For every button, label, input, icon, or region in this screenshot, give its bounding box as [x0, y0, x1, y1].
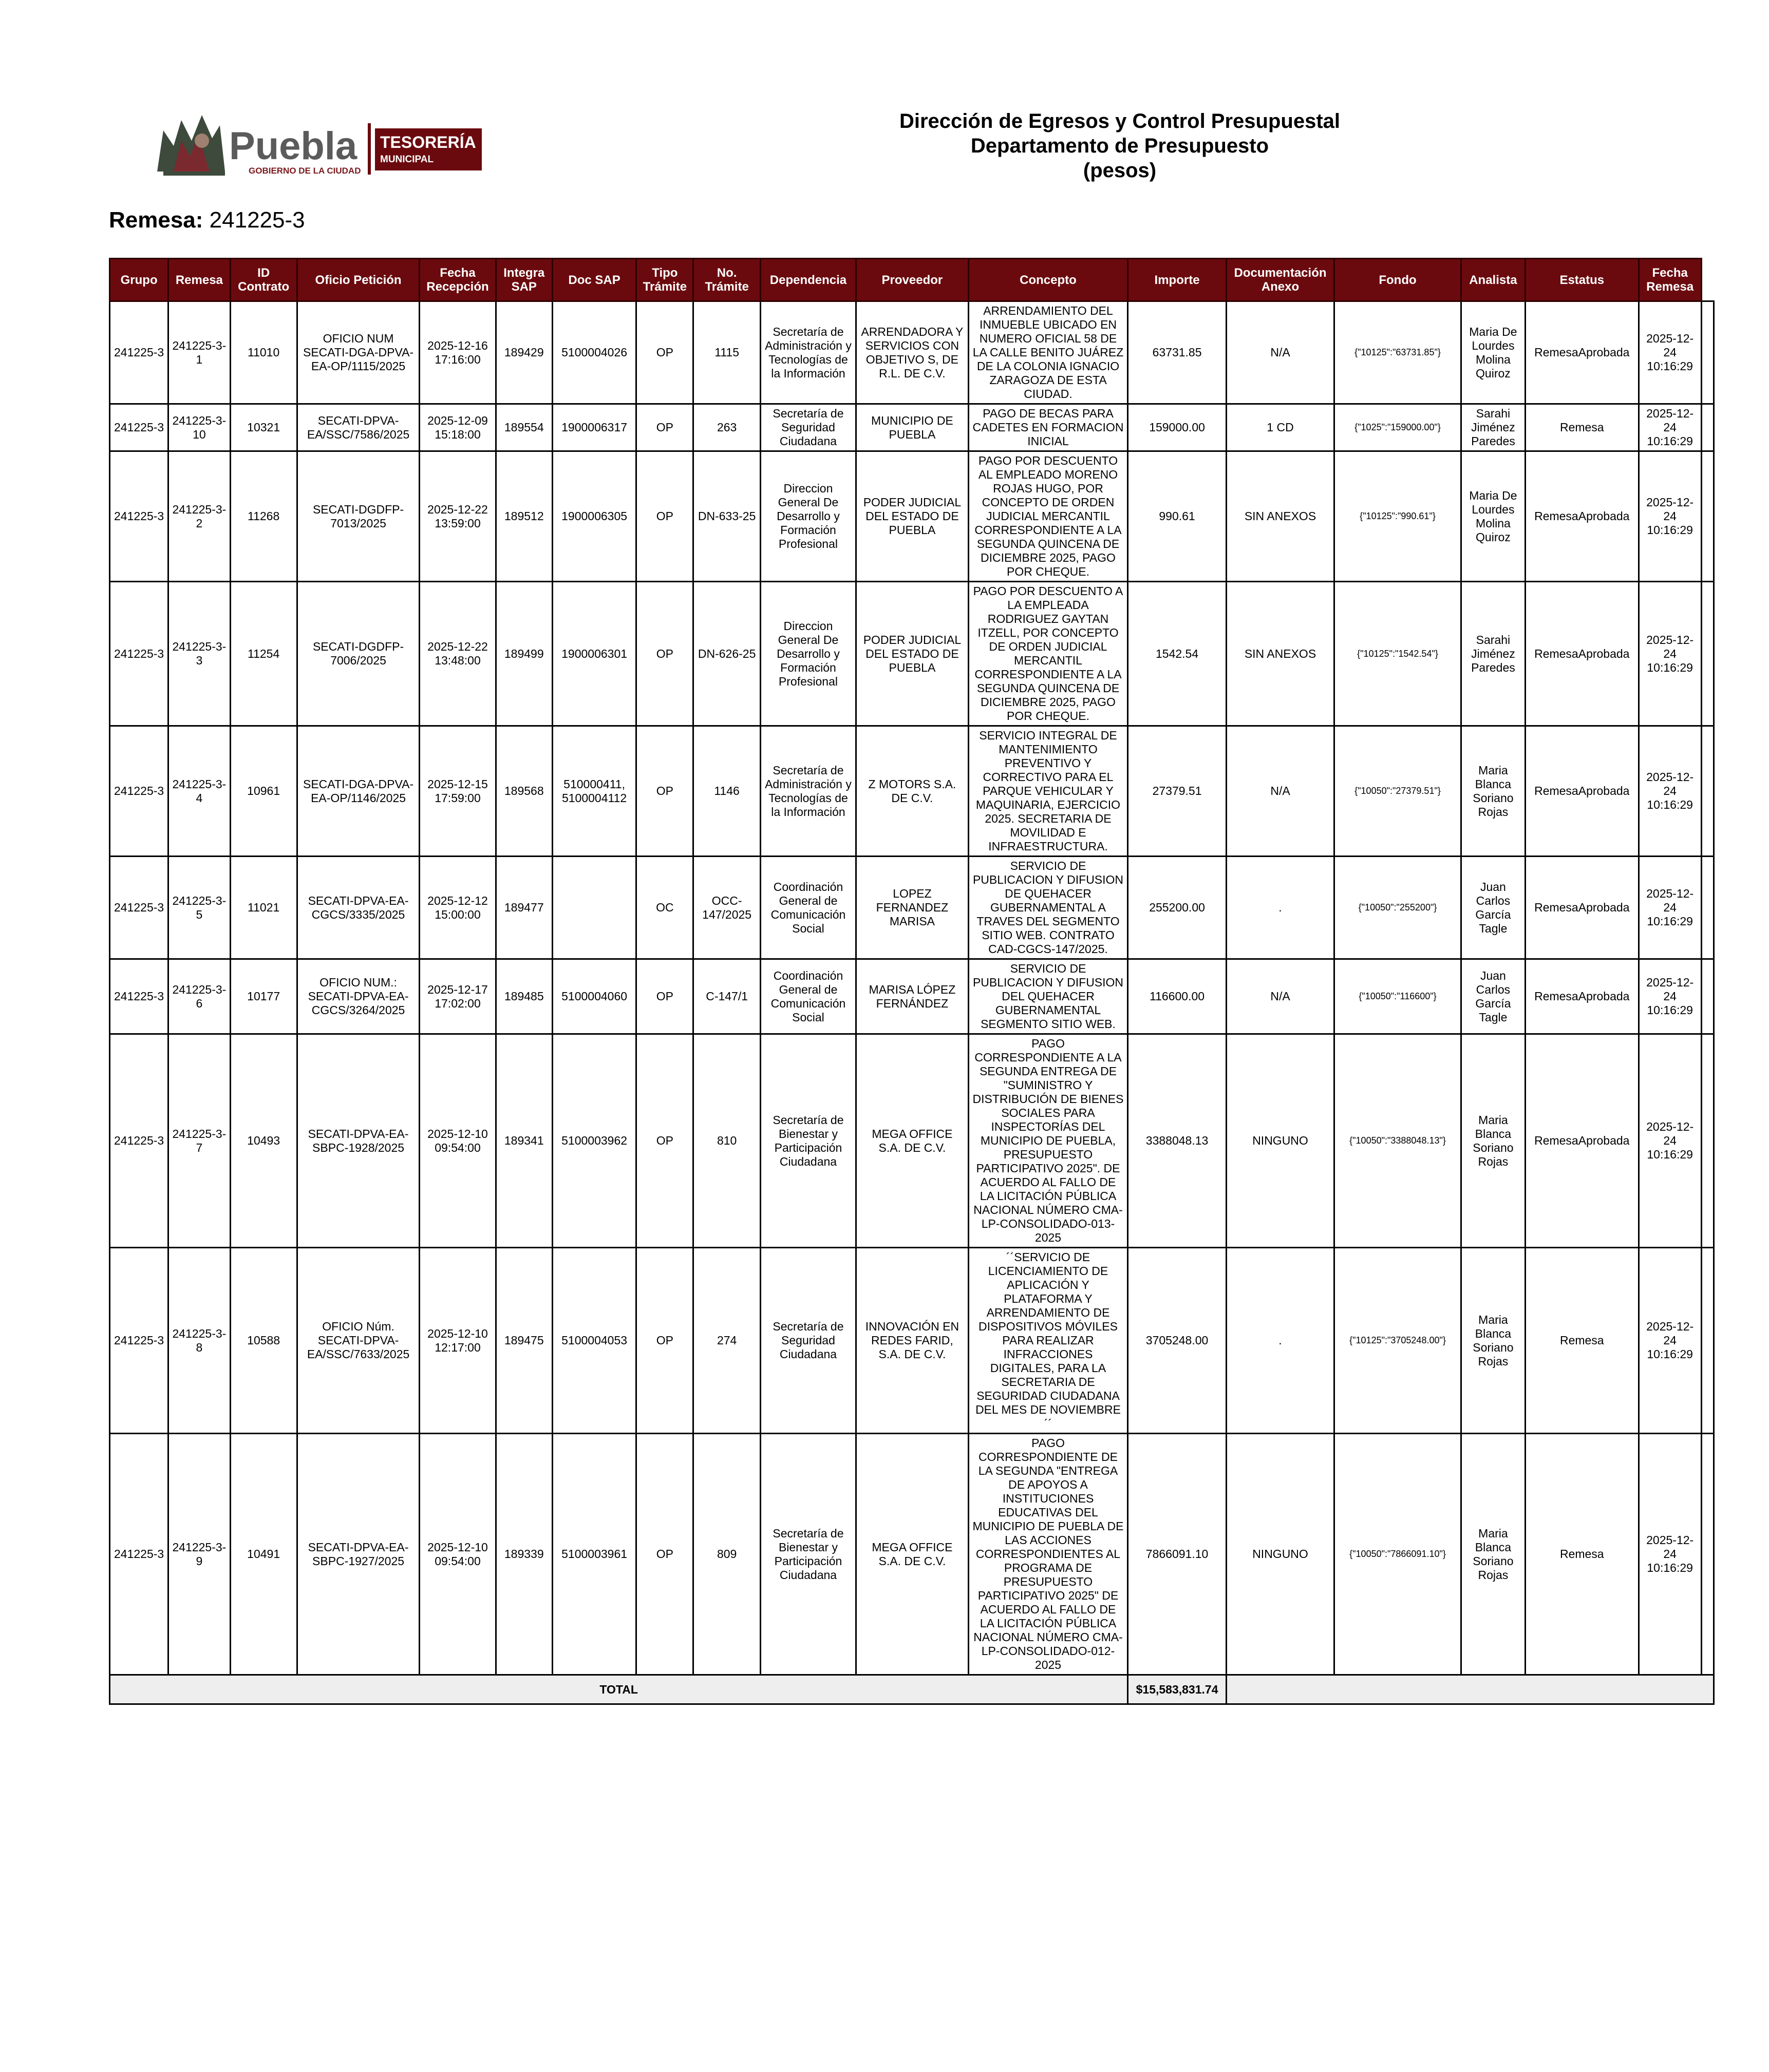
cell-grupo: 241225-3: [110, 451, 168, 582]
cell-estatus: Remesa: [1526, 1248, 1639, 1434]
cell-oficio-peticion: SECATI-DPVA-EA-SBPC-1928/2025: [297, 1034, 420, 1248]
cell-id-contrato: 10493: [230, 1034, 297, 1248]
cell-fecha-recepcion: 2025-12-12 15:00:00: [420, 857, 496, 959]
cell-fecha-remesa: 2025-12-24 10:16:29: [1639, 1248, 1701, 1434]
table-row: [110, 857, 1714, 959]
cell-documentacion-anexo: SIN ANEXOS: [1226, 451, 1334, 582]
cell-doc-sap: 5100004060: [552, 959, 636, 1034]
cell-estatus: RemesaAprobada: [1526, 582, 1639, 726]
cell-doc-sap: 1900006317: [552, 404, 636, 451]
cell-importe: 3388048.13: [1128, 1034, 1226, 1248]
row-edge-cell: [1701, 301, 1714, 404]
cell-analista: Maria Blanca Soriano Rojas: [1461, 1034, 1525, 1248]
cell-proveedor: PODER JUDICIAL DEL ESTADO DE PUEBLA: [856, 451, 968, 582]
logo-emblem-icon: [157, 115, 225, 176]
cell-id-contrato: 10321: [230, 404, 297, 451]
cell-estatus: RemesaAprobada: [1526, 857, 1639, 959]
cell-fecha-recepcion: 2025-12-10 12:17:00: [420, 1248, 496, 1434]
cell-doc-sap: 5100003962: [552, 1034, 636, 1248]
row-edge-cell: [1701, 582, 1714, 726]
cell-concepto: SERVICIO DE PUBLICACION Y DIFUSION DEL QUEHACER GUBERNAMENTAL SEGMENTO SITIO WEB.: [968, 959, 1128, 1034]
cell-grupo: 241225-3: [110, 404, 168, 451]
column-header-doc-sap: Doc SAP: [552, 259, 636, 301]
cell-tipo-tramite: OC: [636, 857, 693, 959]
total-label: TOTAL: [110, 1675, 1128, 1704]
cell-id-contrato: 10177: [230, 959, 297, 1034]
cell-analista: Juan Carlos García Tagle: [1461, 959, 1525, 1034]
cell-integra-sap: 189477: [496, 857, 552, 959]
cell-concepto: ´´SERVICIO DE LICENCIAMIENTO DE APLICACIÓN Y PLATAFORMA Y ARRENDAMIENTO DE DISPOSITIVOS MÓVILES PARA REALIZAR INFRACCIONES DIGITALES, PARA LA SECRETARIA DE SEGURIDAD CIUDADANA DEL MES DE NOVIEMBRE´´: [968, 1248, 1128, 1434]
remesa-label: Remesa:: [109, 207, 203, 233]
column-header-proveedor: Proveedor: [856, 259, 968, 301]
cell-fecha-recepcion: 2025-12-22 13:48:00: [420, 582, 496, 726]
cell-dependencia: Direccion General De Desarrollo y Formación Profesional: [760, 451, 856, 582]
cell-doc-sap: 5100003961: [552, 1434, 636, 1675]
cell-oficio-peticion: OFICIO NUM.: SECATI-DPVA-EA-CGCS/3264/2025: [297, 959, 420, 1034]
cell-doc-sap: [552, 857, 636, 959]
cell-analista: Maria De Lourdes Molina Quiroz: [1461, 451, 1525, 582]
cell-estatus: RemesaAprobada: [1526, 726, 1639, 857]
cell-id-contrato: 11268: [230, 451, 297, 582]
column-header-dependencia: Dependencia: [760, 259, 856, 301]
cell-estatus: RemesaAprobada: [1526, 451, 1639, 582]
cell-fecha-remesa: 2025-12-24 10:16:29: [1639, 1034, 1701, 1248]
cell-analista: Maria Blanca Soriano Rojas: [1461, 1248, 1525, 1434]
table-row: [110, 451, 1714, 582]
cell-id-contrato: 11254: [230, 582, 297, 726]
cell-concepto: PAGO DE BECAS PARA CADETES EN FORMACION INICIAL: [968, 404, 1128, 451]
cell-fecha-remesa: 2025-12-24 10:16:29: [1639, 1434, 1701, 1675]
column-header-integra-sap: Integra SAP: [496, 259, 552, 301]
cell-no-tramite: DN-626-25: [693, 582, 760, 726]
cell-dependencia: Secretaría de Bienestar y Participación Ciudadana: [760, 1434, 856, 1675]
cell-no-tramite: 1146: [693, 726, 760, 857]
cell-documentacion-anexo: 1 CD: [1226, 404, 1334, 451]
cell-fondo: {"10050":"27379.51"}: [1334, 726, 1461, 857]
cell-estatus: RemesaAprobada: [1526, 959, 1639, 1034]
cell-tipo-tramite: OP: [636, 582, 693, 726]
cell-concepto: PAGO CORRESPONDIENTE DE LA SEGUNDA "ENTREGA DE APOYOS A INSTITUCIONES EDUCATIVAS DEL MUNICIPIO DE PUEBLA DE LAS ACCIONES CORRESPONDIENTES AL PROGRAMA DE PRESUPUESTO PARTICIPATIVO 2025" DE ACUERDO AL FALLO DE LA LICITACIÓN PÚBLICA NACIONAL NÚMERO CMA-LP-CONSOLIDADO-012-2025: [968, 1434, 1128, 1675]
cell-fecha-remesa: 2025-12-24 10:16:29: [1639, 857, 1701, 959]
row-edge-cell: [1701, 451, 1714, 582]
cell-no-tramite: 809: [693, 1434, 760, 1675]
report-title-line1: Dirección de Egresos y Control Presupuestal: [899, 110, 1341, 132]
cell-analista: Sarahi Jiménez Paredes: [1461, 582, 1525, 726]
cell-dependencia: Secretaría de Administración y Tecnologías de la Información: [760, 301, 856, 404]
cell-fecha-recepcion: 2025-12-15 17:59:00: [420, 726, 496, 857]
cell-doc-sap: 5100004053: [552, 1248, 636, 1434]
cell-proveedor: ARRENDADORA Y SERVICIOS CON OBJETIVO S, DE R.L. DE C.V.: [856, 301, 968, 404]
cell-grupo: 241225-3: [110, 959, 168, 1034]
row-edge-cell: [1701, 959, 1714, 1034]
cell-importe: 255200.00: [1128, 857, 1226, 959]
row-edge-cell: [1701, 1034, 1714, 1248]
cell-remesa: 241225-3-10: [168, 404, 230, 451]
cell-documentacion-anexo: N/A: [1226, 726, 1334, 857]
cell-grupo: 241225-3: [110, 1434, 168, 1675]
report-title-line2: Departamento de Presupuesto: [970, 135, 1269, 157]
cell-id-contrato: 10491: [230, 1434, 297, 1675]
cell-id-contrato: 11010: [230, 301, 297, 404]
column-header-fecha-remesa: Fecha Remesa: [1639, 259, 1701, 301]
cell-grupo: 241225-3: [110, 726, 168, 857]
cell-documentacion-anexo: N/A: [1226, 959, 1334, 1034]
cell-no-tramite: DN-633-25: [693, 451, 760, 582]
total-blank: [1226, 1675, 1714, 1704]
cell-documentacion-anexo: NINGUNO: [1226, 1034, 1334, 1248]
cell-documentacion-anexo: SIN ANEXOS: [1226, 582, 1334, 726]
cell-fecha-remesa: 2025-12-24 10:16:29: [1639, 404, 1701, 451]
cell-grupo: 241225-3: [110, 1034, 168, 1248]
cell-proveedor: MUNICIPIO DE PUEBLA: [856, 404, 968, 451]
column-header-grupo: Grupo: [110, 259, 168, 301]
cell-integra-sap: 189554: [496, 404, 552, 451]
cell-concepto: ARRENDAMIENTO DEL INMUEBLE UBICADO EN NUMERO OFICIAL 58 DE LA CALLE BENITO JUÁREZ DE LA COLONIA IGNACIO ZARAGOZA DE ESTA CIUDAD.: [968, 301, 1128, 404]
cell-remesa: 241225-3-3: [168, 582, 230, 726]
table-row: [110, 726, 1714, 857]
cell-grupo: 241225-3: [110, 1248, 168, 1434]
cell-dependencia: Secretaría de Administración y Tecnologías de la Información: [760, 726, 856, 857]
cell-fecha-recepcion: 2025-12-09 15:18:00: [420, 404, 496, 451]
table-row: [110, 959, 1714, 1034]
column-header-estatus: Estatus: [1526, 259, 1639, 301]
cell-concepto: PAGO CORRESPONDIENTE A LA SEGUNDA ENTREGA DE "SUMINISTRO Y DISTRIBUCIÓN DE BIENES SOCIALES PARA INSPECTORÍAS DEL MUNICIPIO DE PUEBLA, PRESUPUESTO PARTICIPATIVO 2025". DE ACUERDO AL FALLO DE LA LICITACIÓN PÚBLICA NACIONAL NÚMERO CMA-LP-CONSOLIDADO-013-2025: [968, 1034, 1128, 1248]
cell-oficio-peticion: OFICIO NUM SECATI-DGA-DPVA-EA-OP/1115/2025: [297, 301, 420, 404]
cell-integra-sap: 189341: [496, 1034, 552, 1248]
cell-tipo-tramite: OP: [636, 959, 693, 1034]
cell-integra-sap: 189512: [496, 451, 552, 582]
total-value: $15,583,831.74: [1128, 1675, 1226, 1704]
cell-no-tramite: 810: [693, 1034, 760, 1248]
logo-brand-text: Puebla: [229, 124, 357, 168]
cell-id-contrato: 10588: [230, 1248, 297, 1434]
cell-fondo: {"10125":"63731.85"}: [1334, 301, 1461, 404]
remesa-value: 241225-3: [209, 207, 305, 233]
cell-concepto: SERVICIO INTEGRAL DE MANTENIMIENTO PREVENTIVO Y CORRECTIVO PARA EL PARQUE VEHICULAR Y MAQUINARIA, EJERCICIO 2025. SECRETARIA DE MOVILIDAD E INFRAESTRUCTURA.: [968, 726, 1128, 857]
column-header-remesa: Remesa: [168, 259, 230, 301]
cell-proveedor: Z MOTORS S.A. DE C.V.: [856, 726, 968, 857]
table-row: [110, 301, 1714, 404]
cell-analista: Maria Blanca Soriano Rojas: [1461, 726, 1525, 857]
cell-fecha-remesa: 2025-12-24 10:16:29: [1639, 726, 1701, 857]
cell-grupo: 241225-3: [110, 301, 168, 404]
cell-documentacion-anexo: NINGUNO: [1226, 1434, 1334, 1675]
cell-integra-sap: 189475: [496, 1248, 552, 1434]
cell-tipo-tramite: OP: [636, 726, 693, 857]
cell-grupo: 241225-3: [110, 857, 168, 959]
cell-fondo: {"10050":"7866091.10"}: [1334, 1434, 1461, 1675]
cell-id-contrato: 10961: [230, 726, 297, 857]
cell-analista: Juan Carlos García Tagle: [1461, 857, 1525, 959]
column-header-tipo-tramite: Tipo Trámite: [636, 259, 693, 301]
cell-tipo-tramite: OP: [636, 404, 693, 451]
cell-oficio-peticion: SECATI-DPVA-EA-SBPC-1927/2025: [297, 1434, 420, 1675]
cell-fecha-recepcion: 2025-12-16 17:16:00: [420, 301, 496, 404]
cell-dependencia: Secretaría de Seguridad Ciudadana: [760, 404, 856, 451]
cell-no-tramite: 263: [693, 404, 760, 451]
cell-dependencia: Secretaría de Seguridad Ciudadana: [760, 1248, 856, 1434]
cell-no-tramite: C-147/1: [693, 959, 760, 1034]
table-row: [110, 404, 1714, 451]
puebla-tesoreria-logo: [153, 110, 482, 182]
column-header-concepto: Concepto: [968, 259, 1128, 301]
column-header-analista: Analista: [1461, 259, 1525, 301]
remesa-heading: [109, 207, 305, 233]
cell-doc-sap: 510000411, 5100004112: [552, 726, 636, 857]
table-header-row: [110, 259, 1714, 301]
row-edge-cell: [1701, 726, 1714, 857]
column-header-fecha-recepcion: Fecha Recepción: [420, 259, 496, 301]
row-edge-cell: [1701, 1434, 1714, 1675]
cell-documentacion-anexo: N/A: [1226, 301, 1334, 404]
cell-estatus: Remesa: [1526, 1434, 1639, 1675]
cell-grupo: 241225-3: [110, 582, 168, 726]
column-header-importe: Importe: [1128, 259, 1226, 301]
remesa-table: [109, 258, 1715, 1705]
cell-remesa: 241225-3-5: [168, 857, 230, 959]
cell-importe: 116600.00: [1128, 959, 1226, 1034]
row-edge-cell: [1701, 1248, 1714, 1434]
table-row: [110, 1248, 1714, 1434]
cell-tipo-tramite: OP: [636, 451, 693, 582]
cell-proveedor: MEGA OFFICE S.A. DE C.V.: [856, 1034, 968, 1248]
cell-fondo: {"10125":"3705248.00"}: [1334, 1248, 1461, 1434]
cell-fecha-remesa: 2025-12-24 10:16:29: [1639, 959, 1701, 1034]
cell-fondo: {"10050":"255200"}: [1334, 857, 1461, 959]
report-title-line3: (pesos): [1083, 159, 1157, 182]
cell-importe: 3705248.00: [1128, 1248, 1226, 1434]
cell-dependencia: Coordinación General de Comunicación Social: [760, 857, 856, 959]
cell-remesa: 241225-3-1: [168, 301, 230, 404]
cell-doc-sap: 1900006305: [552, 451, 636, 582]
cell-oficio-peticion: SECATI-DGDFP-7006/2025: [297, 582, 420, 726]
cell-fecha-remesa: 2025-12-24 10:16:29: [1639, 301, 1701, 404]
cell-fondo: {"10050":"116600"}: [1334, 959, 1461, 1034]
cell-fecha-recepcion: 2025-12-22 13:59:00: [420, 451, 496, 582]
cell-tipo-tramite: OP: [636, 1434, 693, 1675]
cell-fondo: {"10125":"990.61"}: [1334, 451, 1461, 582]
column-header-no-tramite: No. Trámite: [693, 259, 760, 301]
cell-importe: 1542.54: [1128, 582, 1226, 726]
cell-fecha-remesa: 2025-12-24 10:16:29: [1639, 451, 1701, 582]
cell-proveedor: MEGA OFFICE S.A. DE C.V.: [856, 1434, 968, 1675]
table-row: [110, 1034, 1714, 1248]
cell-analista: Maria Blanca Soriano Rojas: [1461, 1434, 1525, 1675]
table-row: [110, 582, 1714, 726]
logo-badge-line2: MUNICIPAL: [380, 154, 434, 165]
cell-id-contrato: 11021: [230, 857, 297, 959]
cell-proveedor: PODER JUDICIAL DEL ESTADO DE PUEBLA: [856, 582, 968, 726]
cell-fondo: {"10050":"3388048.13"}: [1334, 1034, 1461, 1248]
cell-oficio-peticion: OFICIO Núm. SECATI-DPVA-EA/SSC/7633/2025: [297, 1248, 420, 1434]
cell-no-tramite: OCC-147/2025: [693, 857, 760, 959]
cell-importe: 63731.85: [1128, 301, 1226, 404]
cell-fecha-recepcion: 2025-12-10 09:54:00: [420, 1434, 496, 1675]
cell-integra-sap: 189485: [496, 959, 552, 1034]
cell-oficio-peticion: SECATI-DPVA-EA-CGCS/3335/2025: [297, 857, 420, 959]
cell-doc-sap: 5100004026: [552, 301, 636, 404]
cell-remesa: 241225-3-8: [168, 1248, 230, 1434]
cell-fecha-recepcion: 2025-12-17 17:02:00: [420, 959, 496, 1034]
cell-integra-sap: 189429: [496, 301, 552, 404]
cell-dependencia: Secretaría de Bienestar y Participación Ciudadana: [760, 1034, 856, 1248]
table-row: [110, 1434, 1714, 1675]
cell-concepto: SERVICIO DE PUBLICACION Y DIFUSION DE QUEHACER GUBERNAMENTAL A TRAVES DEL SEGMENTO SITIO WEB. CONTRATO CAD-CGCS-147/2025.: [968, 857, 1128, 959]
cell-fondo: {"10125":"1542.54"}: [1334, 582, 1461, 726]
cell-proveedor: INNOVACIÓN EN REDES FARID, S.A. DE C.V.: [856, 1248, 968, 1434]
cell-importe: 27379.51: [1128, 726, 1226, 857]
report-title-block: [812, 109, 1428, 183]
cell-importe: 7866091.10: [1128, 1434, 1226, 1675]
cell-remesa: 241225-3-6: [168, 959, 230, 1034]
cell-documentacion-anexo: .: [1226, 857, 1334, 959]
cell-fondo: {"1025":"159000.00"}: [1334, 404, 1461, 451]
cell-importe: 990.61: [1128, 451, 1226, 582]
cell-integra-sap: 189499: [496, 582, 552, 726]
cell-doc-sap: 1900006301: [552, 582, 636, 726]
column-header-fondo: Fondo: [1334, 259, 1461, 301]
total-row: [110, 1675, 1714, 1704]
cell-fecha-remesa: 2025-12-24 10:16:29: [1639, 582, 1701, 726]
cell-documentacion-anexo: .: [1226, 1248, 1334, 1434]
cell-analista: Sarahi Jiménez Paredes: [1461, 404, 1525, 451]
cell-concepto: PAGO POR DESCUENTO A LA EMPLEADA RODRIGUEZ GAYTAN ITZELL, POR CONCEPTO DE ORDEN JUDICIAL MERCANTIL CORRESPONDIENTE A LA SEGUNDA QUINCENA DE DICIEMBRE 2025, PAGO POR CHEQUE.: [968, 582, 1128, 726]
cell-no-tramite: 1115: [693, 301, 760, 404]
cell-tipo-tramite: OP: [636, 1248, 693, 1434]
cell-oficio-peticion: SECATI-DGA-DPVA-EA-OP/1146/2025: [297, 726, 420, 857]
column-header-id-contrato: ID Contrato: [230, 259, 297, 301]
cell-tipo-tramite: OP: [636, 1034, 693, 1248]
cell-integra-sap: 189568: [496, 726, 552, 857]
cell-proveedor: LOPEZ FERNANDEZ MARISA: [856, 857, 968, 959]
row-edge-cell: [1701, 404, 1714, 451]
cell-proveedor: MARISA LÓPEZ FERNÁNDEZ: [856, 959, 968, 1034]
cell-tipo-tramite: OP: [636, 301, 693, 404]
cell-oficio-peticion: SECATI-DPVA-EA/SSC/7586/2025: [297, 404, 420, 451]
column-header-documentacion-anexo: Documentación Anexo: [1226, 259, 1334, 301]
cell-concepto: PAGO POR DESCUENTO AL EMPLEADO MORENO ROJAS HUGO, POR CONCEPTO DE ORDEN JUDICIAL MERCANTIL CORRESPONDIENTE A LA SEGUNDA QUINCENA DE DICIEMBRE 2025, PAGO POR CHEQUE.: [968, 451, 1128, 582]
cell-dependencia: Direccion General De Desarrollo y Formación Profesional: [760, 582, 856, 726]
row-edge-cell: [1701, 857, 1714, 959]
cell-remesa: 241225-3-7: [168, 1034, 230, 1248]
cell-integra-sap: 189339: [496, 1434, 552, 1675]
logo-subtitle-text: GOBIERNO DE LA CIUDAD: [249, 166, 361, 176]
cell-oficio-peticion: SECATI-DGDFP-7013/2025: [297, 451, 420, 582]
cell-analista: Maria De Lourdes Molina Quiroz: [1461, 301, 1525, 404]
column-header-oficio-peticion: Oficio Petición: [297, 259, 420, 301]
cell-remesa: 241225-3-9: [168, 1434, 230, 1675]
cell-remesa: 241225-3-2: [168, 451, 230, 582]
cell-estatus: RemesaAprobada: [1526, 1034, 1639, 1248]
cell-dependencia: Coordinación General de Comunicación Social: [760, 959, 856, 1034]
cell-estatus: RemesaAprobada: [1526, 301, 1639, 404]
cell-importe: 159000.00: [1128, 404, 1226, 451]
logo-badge-line1: TESORERÍA: [380, 133, 476, 151]
cell-estatus: Remesa: [1526, 404, 1639, 451]
cell-remesa: 241225-3-4: [168, 726, 230, 857]
cell-no-tramite: 274: [693, 1248, 760, 1434]
cell-fecha-recepcion: 2025-12-10 09:54:00: [420, 1034, 496, 1248]
